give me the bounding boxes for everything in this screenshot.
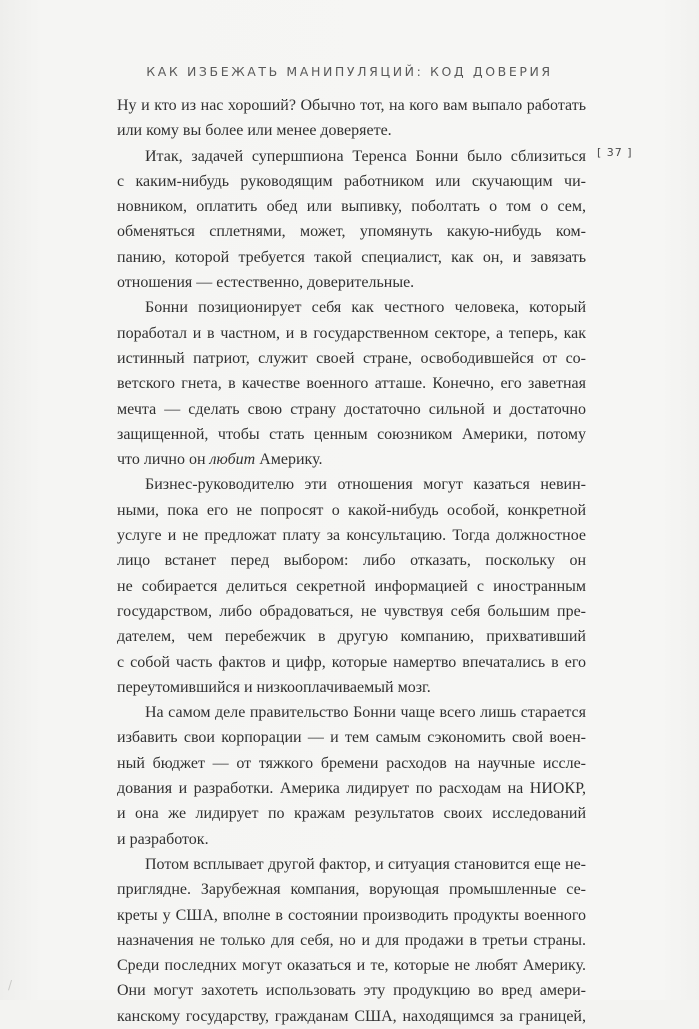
text-line: ветского гнета, в качестве военного атташе. Конечно, его заветная bbox=[117, 375, 586, 393]
text-line: обменяться сплетнями, может, упомянуть какую-нибудь ком- bbox=[117, 223, 586, 241]
text-line: поработал и в частном, и в государственном секторе, а теперь, как bbox=[117, 324, 586, 342]
text-line: или кому вы более или менее доверяете. bbox=[117, 122, 392, 140]
corner-mark: / bbox=[8, 978, 13, 992]
text-line: лицо встанет перед выбором: либо отказать, поскольку он bbox=[117, 552, 586, 570]
text-line: услуге и не предложат плату за консультацию. Тогда должностное bbox=[117, 527, 586, 545]
text-line: приглядне. Зарубежная компания, ворующая промышленные се- bbox=[117, 881, 586, 899]
text-line: не собирается делиться секретной информацией с иностранным bbox=[117, 577, 586, 595]
text-line: На самом деле правительство Бонни чаще всего лишь старается bbox=[145, 704, 586, 722]
text-line: с каким-нибудь руководящим работником или скучающим чи- bbox=[117, 172, 586, 190]
text-line: назначения не только для себя, но и для продажи в третьи страны. bbox=[117, 931, 586, 949]
text-line: дования и разработки. Америка лидирует по расходам на НИОКР, bbox=[117, 780, 586, 798]
text-line: государством, либо обрадоваться, не чувствуя себя большим пре- bbox=[117, 602, 586, 620]
text-line: новником, оплатить обед или выпивку, поболтать о том о сем, bbox=[117, 198, 586, 216]
text-line: ный бюджет — от тяжкого бремени расходов на научные иссле- bbox=[117, 754, 586, 772]
text-line: и она же лидирует по кражам результатов своих исследований bbox=[117, 805, 586, 823]
text-line: Среди последних могут оказаться и те, которые не любят Америку. bbox=[117, 957, 586, 975]
text-line: Они могут захотеть использовать эту продукцию во вред амери- bbox=[117, 982, 586, 1000]
text-line: истинный патриот, служит своей стране, освободившейся от со- bbox=[117, 349, 586, 367]
body-text bbox=[117, 93, 586, 1029]
paragraph-6 bbox=[117, 852, 586, 1029]
running-head: КАК ИЗБЕЖАТЬ МАНИПУЛЯЦИЙ: КОД ДОВЕРИЯ bbox=[146, 64, 553, 79]
text-line: отношения — естественно, доверительные. bbox=[117, 274, 415, 292]
paragraph-5 bbox=[117, 700, 586, 852]
text-line: защищенной, чтобы стать ценным союзником Америки, потому bbox=[117, 425, 586, 443]
text-line: креты у США, вполне в состоянии производить продукты военного bbox=[117, 906, 586, 924]
paragraph-1 bbox=[117, 93, 586, 144]
text-line: с собой часть фактов и цифр, которые намертво впечатались в его bbox=[117, 653, 586, 671]
text-line: переутомившийся и низкооплачиваемый мозг. bbox=[117, 678, 431, 696]
paragraph-3 bbox=[117, 295, 586, 472]
emphasis: любит bbox=[209, 451, 256, 469]
text-line: ными, пока его не попросят о какой-нибудь особой, конкретной bbox=[117, 501, 586, 519]
text-line: и разработок. bbox=[117, 830, 209, 848]
text-line: Потом всплывает другой фактор, и ситуация становится еще не- bbox=[145, 855, 586, 873]
text-line: что лично он любит Америку. bbox=[117, 451, 323, 469]
text-line: Бизнес-руководителю эти отношения могут казаться невин- bbox=[145, 476, 586, 494]
page-number: [ 37 ] bbox=[597, 146, 633, 159]
text-line: Ну и кто из нас хороший? Обычно тот, на кого вам выпало работать bbox=[117, 97, 586, 114]
text-line: избавить свои корпорации — и тем самым сэкономить свой воен- bbox=[117, 729, 586, 747]
text-line: панию, которой требуется такой специалист, как он, и завязать bbox=[117, 248, 586, 266]
text-line: дателем, чем перебежчик в другую компанию, прихвативший bbox=[117, 628, 586, 646]
paragraph-4 bbox=[117, 472, 586, 700]
text-line: Бонни позиционирует себя как честного человека, который bbox=[145, 299, 586, 317]
text-line: Итак, задачей супершпиона Теренса Бонни было сблизиться bbox=[145, 147, 586, 165]
text-line: канскому государству, гражданам США, находящимся за границей, bbox=[117, 1007, 586, 1025]
text-line: мечта — сделать свою страну достаточно сильной и достаточно bbox=[117, 400, 586, 418]
paragraph-2 bbox=[117, 144, 586, 296]
